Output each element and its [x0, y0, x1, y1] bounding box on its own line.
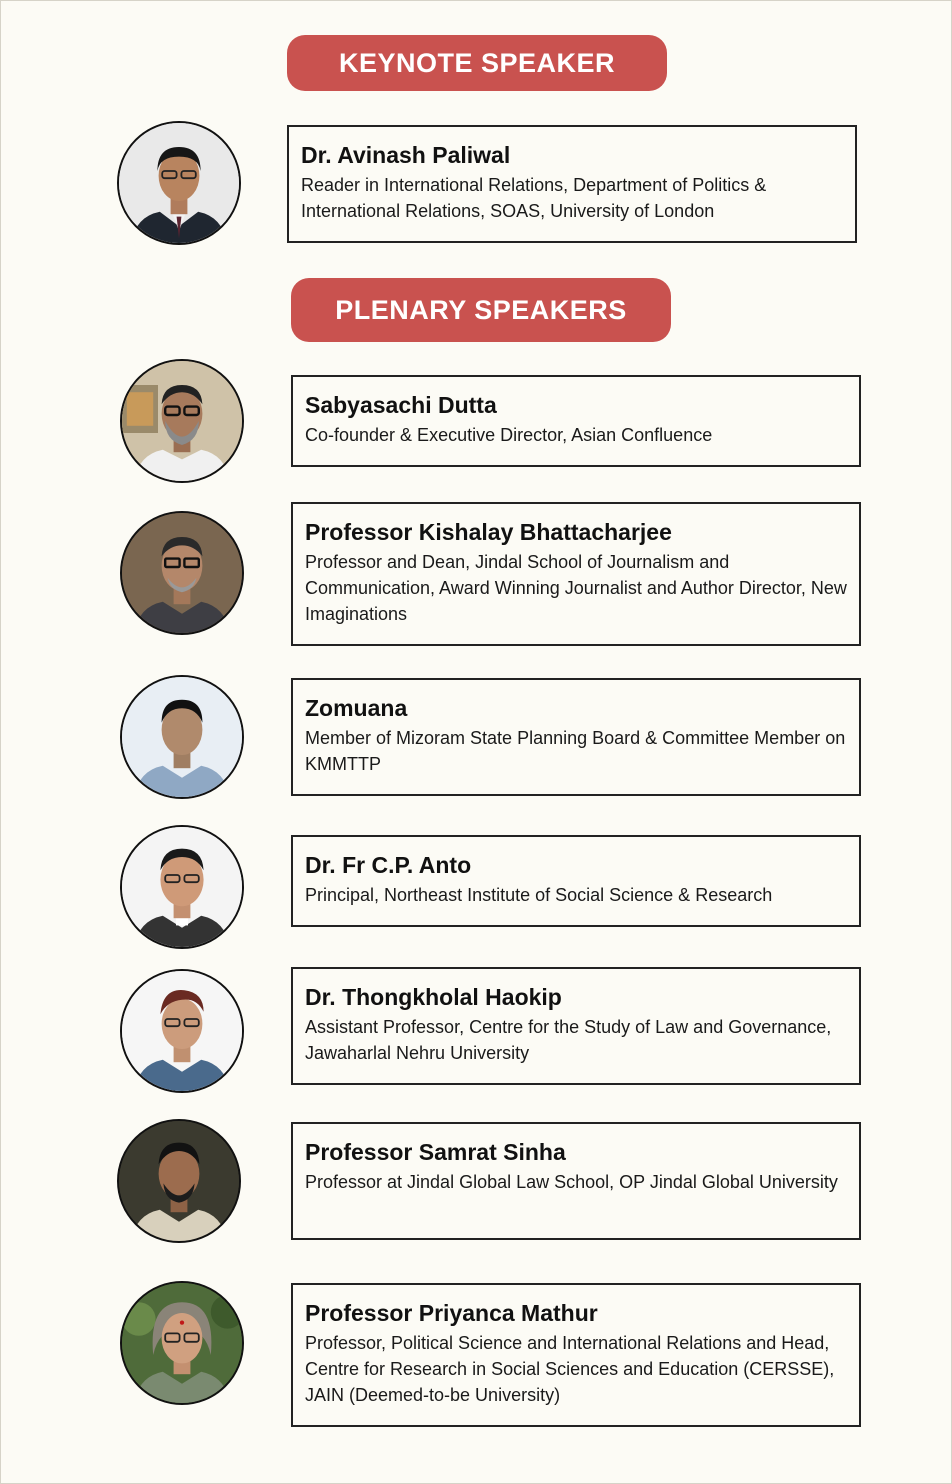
portrait-icon [122, 971, 242, 1091]
speaker-role: Professor and Dean, Jindal School of Journalism and Communication, Award Winning Journalist and Author Director, New Imaginations [305, 552, 847, 624]
portrait-icon [119, 123, 239, 243]
portrait-icon [122, 677, 242, 797]
speaker-name: Professor Samrat Sinha [305, 1139, 566, 1165]
portrait-icon [122, 1283, 242, 1403]
speaker-role: Member of Mizoram State Planning Board & Committee Member on KMMTTP [305, 728, 846, 774]
speaker-photo [120, 1281, 244, 1405]
speaker-role: Professor at Jindal Global Law School, OP Jindal Global University [305, 1172, 838, 1192]
speaker-role: Professor, Political Science and International Relations and Head, Centre for Research in Social Sciences and Education (CERSSE), JAIN (Deemed-to-be University) [305, 1333, 835, 1405]
speaker-card [291, 375, 861, 467]
speaker-photo [117, 1119, 241, 1243]
keynote-speaker-photo [117, 121, 241, 245]
speaker-card [291, 835, 861, 927]
speaker-role: Co-founder & Executive Director, Asian Confluence [305, 425, 713, 445]
speaker-card [291, 967, 861, 1085]
portrait-icon [119, 1121, 239, 1241]
portrait-icon [122, 361, 242, 481]
plenary-heading-label: PLENARY SPEAKERS [335, 294, 627, 325]
keynote-speaker-card [287, 125, 857, 243]
portrait-icon [122, 513, 242, 633]
speaker-photo [120, 825, 244, 949]
speaker-name: Dr. Avinash Paliwal [301, 142, 511, 168]
speaker-photo [120, 675, 244, 799]
speaker-name: Dr. Thongkholal Haokip [305, 984, 562, 1010]
speaker-photo [120, 511, 244, 635]
plenary-heading [291, 278, 671, 342]
speaker-card [291, 1122, 861, 1240]
speaker-card [291, 678, 861, 796]
speaker-photo [120, 359, 244, 483]
keynote-heading-label: KEYNOTE SPEAKER [338, 47, 616, 78]
speaker-card [291, 1283, 861, 1427]
speaker-name: Professor Kishalay Bhattacharjee [305, 519, 672, 545]
speaker-name: Dr. Fr C.P. Anto [305, 852, 472, 878]
speaker-card [291, 502, 861, 646]
speaker-role: Assistant Professor, Centre for the Study of Law and Governance, Jawaharlal Nehru University [305, 1017, 832, 1063]
portrait-icon [122, 827, 242, 947]
speaker-name: Zomuana [305, 695, 408, 721]
speaker-role: Reader in International Relations, Department of Politics & International Relations, SOAS, University of London [301, 175, 767, 221]
keynote-heading [287, 35, 667, 91]
speaker-name: Sabyasachi Dutta [305, 392, 497, 418]
speaker-name: Professor Priyanca Mathur [305, 1300, 598, 1326]
speaker-role: Principal, Northeast Institute of Social Science & Research [305, 885, 773, 905]
speaker-photo [120, 969, 244, 1093]
